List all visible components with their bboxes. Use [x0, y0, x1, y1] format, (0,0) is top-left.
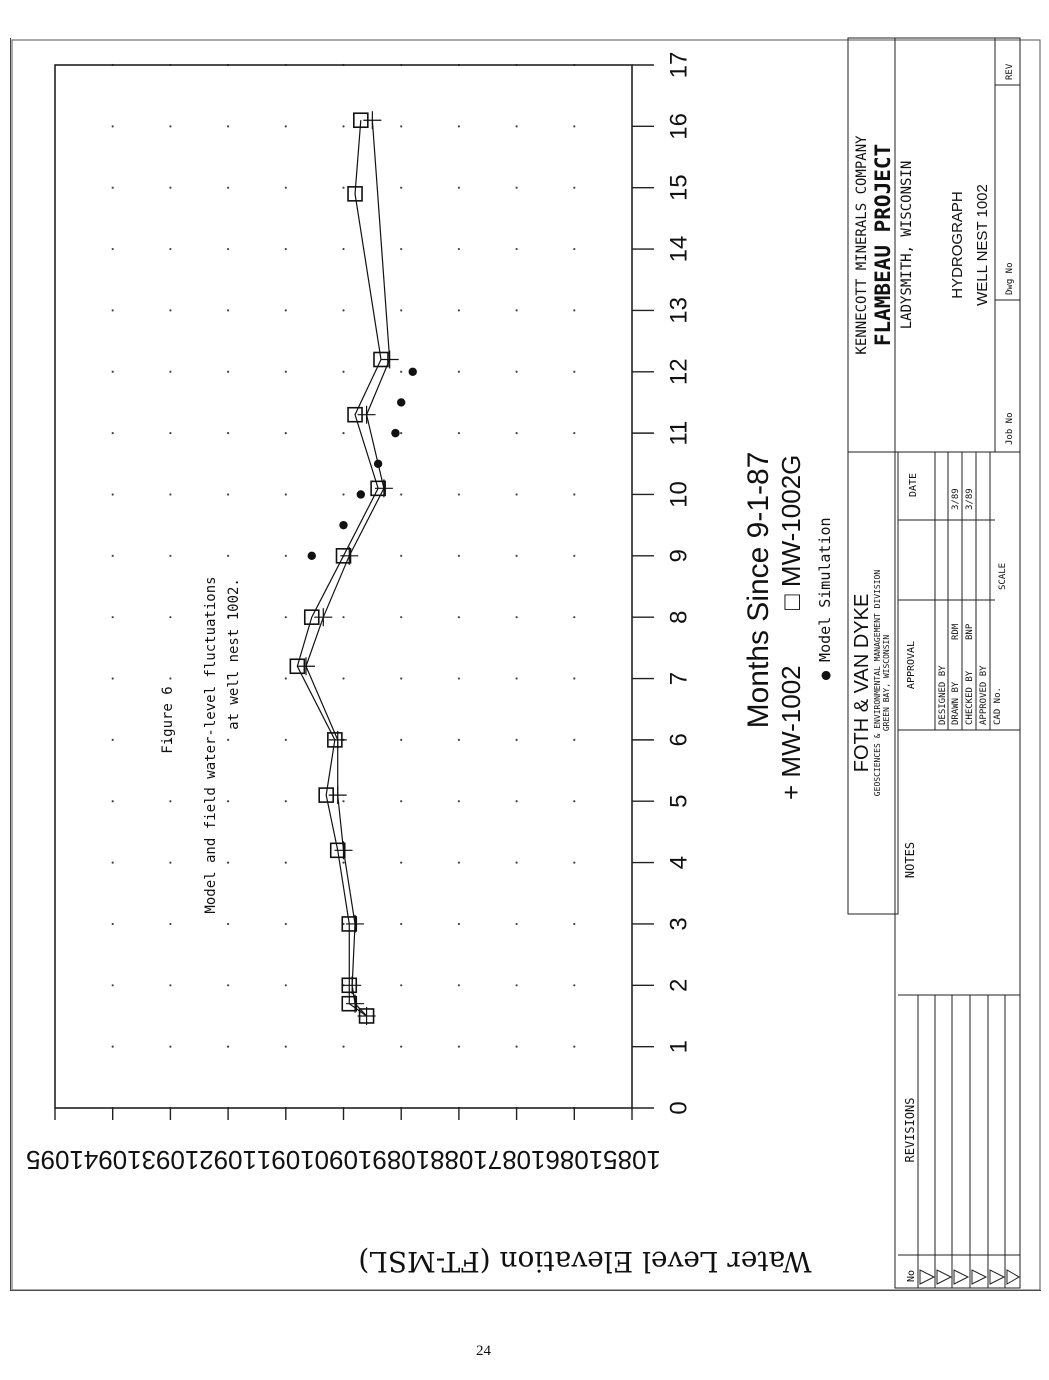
grid-dot	[400, 309, 402, 311]
grid-dot	[112, 861, 114, 863]
no-label: No	[906, 1269, 917, 1283]
grid-dot	[400, 1046, 402, 1048]
y-tick-label: 1089	[372, 1145, 431, 1176]
grid-dot	[342, 432, 344, 434]
data-point-mw-1002g	[348, 408, 362, 422]
grid-dot	[573, 371, 575, 373]
grid-dot	[285, 861, 287, 863]
grid-dot	[227, 371, 229, 373]
data-point-mw-1002g	[342, 917, 356, 931]
plot-area-frame	[55, 65, 632, 1108]
grid-dot	[227, 861, 229, 863]
grid-dot	[169, 248, 171, 250]
figure-caption-line2: at well nest 1002.	[226, 578, 242, 730]
grid-dot	[112, 248, 114, 250]
grid-dot	[458, 432, 460, 434]
y-tick-label: 1086	[545, 1145, 604, 1176]
grid-dot	[400, 555, 402, 557]
x-tick-label: 11	[665, 420, 693, 446]
rev-triangle-4	[972, 1270, 986, 1284]
grid-dot	[400, 677, 402, 679]
drawing-title-1: HYDROGRAPH	[949, 191, 966, 299]
x-tick-label: 13	[665, 297, 693, 324]
grid-dot	[169, 432, 171, 434]
y-tick-label: 1093	[141, 1145, 200, 1176]
grid-dot	[400, 739, 402, 741]
grid-dot	[458, 1046, 460, 1048]
data-point-model-simulation	[357, 490, 365, 498]
grid-dot	[516, 616, 518, 618]
x-tick-label: 5	[665, 794, 693, 808]
figure-title: Figure 6	[160, 686, 176, 754]
grid-dot	[342, 187, 344, 189]
grid-dot	[573, 1046, 575, 1048]
grid-dot	[573, 125, 575, 127]
rev-triangle-6	[1007, 1270, 1019, 1284]
x-tick-label: 7	[665, 671, 693, 686]
grid-dot	[227, 923, 229, 925]
grid-dot	[458, 677, 460, 679]
grid-dot	[285, 125, 287, 127]
data-point-mw-1002g	[337, 549, 351, 563]
approved-by-label: APPROVED BY	[979, 665, 989, 725]
grid-dot	[573, 309, 575, 311]
grid-dot	[400, 432, 402, 434]
figure-caption-line1: Model and field water-level fluctuations	[203, 576, 219, 914]
grid-dot	[285, 493, 287, 495]
drawn-by-value: RDM	[951, 623, 961, 640]
y-tick-label: 1092	[199, 1145, 258, 1176]
checked-by-value: BNP	[965, 623, 975, 640]
grid-dot	[169, 125, 171, 127]
data-point-model-simulation	[409, 368, 417, 376]
y-tick-label: 1091	[256, 1145, 315, 1176]
series-line-mw-1002g	[297, 120, 381, 1016]
grid-dot	[516, 861, 518, 863]
data-point-model-simulation	[374, 460, 382, 468]
grid-dot	[458, 984, 460, 986]
x-tick-label: 17	[665, 51, 693, 79]
date-label: DATE	[908, 472, 919, 498]
grid-dot	[285, 248, 287, 250]
grid-dot	[112, 371, 114, 373]
x-axis-title: Months Since 9-1-87	[742, 451, 775, 729]
x-tick-label: 16	[665, 113, 693, 140]
grid-dot	[227, 125, 229, 127]
series-line-mw-1002	[306, 120, 390, 1016]
grid-dot	[516, 555, 518, 557]
legend-item-mw1002g: □ MW-1002G	[776, 454, 806, 610]
grid-dot	[573, 616, 575, 618]
designed-by-label: DESIGNED BY	[938, 665, 948, 725]
checked-by-label: CHECKED BY	[965, 670, 975, 725]
data-point-mw-1002g	[319, 788, 333, 802]
grid-dot	[169, 187, 171, 189]
grid-dot	[169, 309, 171, 311]
grid-dot	[458, 187, 460, 189]
grid-dot	[112, 616, 114, 618]
grid-dot	[227, 739, 229, 741]
grid-dot	[458, 309, 460, 311]
grid-dot	[342, 616, 344, 618]
x-tick-label: 12	[665, 358, 693, 386]
grid-dot	[458, 555, 460, 557]
grid-dot	[400, 984, 402, 986]
grid-dot	[573, 432, 575, 434]
grid-dot	[169, 677, 171, 679]
x-tick-label: 3	[665, 917, 693, 931]
grid-dot	[573, 493, 575, 495]
grid-dot	[227, 309, 229, 311]
grid-dot	[573, 187, 575, 189]
firm-subtitle-2: GREEN BAY, WISCONSIN	[882, 634, 891, 732]
series-layer	[290, 111, 417, 1025]
grid-dot	[112, 739, 114, 741]
data-point-model-simulation	[308, 552, 316, 560]
data-point-mw-1002g	[342, 997, 356, 1011]
grid-dots	[112, 64, 576, 1109]
grid-dot	[516, 984, 518, 986]
grid-dot	[400, 493, 402, 495]
grid-dot	[516, 677, 518, 679]
grid-dot	[227, 493, 229, 495]
grid-dot	[112, 677, 114, 679]
legend-item-model-simulation: ● Model Simulation	[816, 517, 834, 680]
grid-dot	[400, 125, 402, 127]
grid-dot	[169, 861, 171, 863]
data-point-mw-1002g	[331, 843, 345, 857]
x-axis-ticks	[632, 52, 692, 1115]
grid-dot	[342, 677, 344, 679]
grid-dot	[112, 1046, 114, 1048]
grid-dot	[458, 800, 460, 802]
grid-dot	[285, 1046, 287, 1048]
x-tick-label: 4	[665, 855, 693, 870]
grid-dot	[400, 187, 402, 189]
grid-dot	[169, 984, 171, 986]
y-tick-label: 1094	[83, 1145, 142, 1176]
approval-label: APPROVAL	[906, 640, 917, 690]
project-name: FLAMBEAU PROJECT	[871, 143, 895, 347]
grid-dot	[112, 493, 114, 495]
grid-dot	[112, 984, 114, 986]
grid-dot	[342, 248, 344, 250]
grid-dot	[573, 677, 575, 679]
grid-dot	[112, 923, 114, 925]
drawn-date: 3/89	[951, 488, 961, 510]
data-point-model-simulation	[391, 429, 399, 437]
data-point-mw-1002g	[328, 733, 342, 747]
grid-dot	[400, 800, 402, 802]
grid-dot	[285, 616, 287, 618]
grid-dot	[169, 923, 171, 925]
grid-dot	[573, 984, 575, 986]
grid-dot	[227, 187, 229, 189]
x-tick-label: 9	[665, 549, 693, 563]
grid-dot	[169, 371, 171, 373]
project-location: LADYSMITH, WISCONSIN	[899, 160, 915, 330]
grid-dot	[516, 187, 518, 189]
grid-dot	[227, 984, 229, 986]
legend-item-mw1002: + MW-1002	[776, 665, 806, 800]
rev-triangle-3	[954, 1270, 968, 1284]
grid-dot	[458, 371, 460, 373]
grid-dot	[285, 739, 287, 741]
grid-dot	[458, 861, 460, 863]
grid-dot	[400, 923, 402, 925]
y-tick-label: 1088	[429, 1145, 488, 1176]
page-number: 24	[476, 1343, 491, 1359]
x-tick-label: 2	[665, 978, 693, 992]
grid-dot	[169, 493, 171, 495]
rev-triangle-5	[990, 1270, 1004, 1284]
grid-dot	[169, 555, 171, 557]
grid-dot	[227, 248, 229, 250]
grid-dot	[516, 923, 518, 925]
data-point-mw-1002g	[360, 1009, 374, 1023]
grid-dot	[573, 861, 575, 863]
grid-dot	[573, 923, 575, 925]
grid-dot	[400, 248, 402, 250]
grid-dot	[342, 371, 344, 373]
grid-dot	[285, 432, 287, 434]
grid-dot	[112, 125, 114, 127]
revisions-label: REVISIONS	[903, 1097, 917, 1163]
grid-dot	[169, 800, 171, 802]
grid-dot	[516, 125, 518, 127]
data-point-model-simulation	[339, 521, 347, 529]
grid-dot	[342, 125, 344, 127]
firm-name: FOTH & VAN DYKE	[851, 593, 873, 773]
grid-dot	[227, 1046, 229, 1048]
grid-dot	[169, 1046, 171, 1048]
grid-dot	[112, 800, 114, 802]
grid-dot	[516, 739, 518, 741]
grid-dot	[458, 125, 460, 127]
drawn-by-label: DRAWN BY	[951, 681, 961, 725]
grid-dot	[112, 432, 114, 434]
data-point-mw-1002g	[305, 610, 319, 624]
x-tick-label: 6	[665, 733, 693, 747]
grid-dot	[573, 739, 575, 741]
data-point-mw-1002g	[290, 659, 304, 673]
grid-dot	[516, 432, 518, 434]
x-tick-label: 15	[665, 174, 693, 202]
grid-dot	[458, 493, 460, 495]
grid-dot	[285, 800, 287, 802]
x-tick-label: 0	[665, 1101, 693, 1115]
grid-dot	[112, 555, 114, 557]
grid-dot	[342, 861, 344, 863]
y-tick-label: 1085	[603, 1145, 661, 1176]
grid-dot	[112, 187, 114, 189]
grid-dot	[516, 248, 518, 250]
grid-dot	[285, 555, 287, 557]
y-axis-ticks	[26, 1108, 661, 1175]
grid-dot	[169, 616, 171, 618]
grid-dot	[342, 309, 344, 311]
x-tick-label: 14	[665, 235, 693, 263]
grid-dot	[342, 800, 344, 802]
grid-dot	[458, 739, 460, 741]
grid-dot	[573, 555, 575, 557]
dwg-no-label: Dwg No	[1005, 262, 1015, 295]
grid-dot	[285, 923, 287, 925]
notes-label: NOTES	[903, 841, 917, 879]
y-tick-label: 1090	[314, 1145, 373, 1176]
grid-dot	[400, 861, 402, 863]
data-point-mw-1002g	[354, 113, 368, 127]
grid-dot	[573, 248, 575, 250]
grid-dot	[285, 677, 287, 679]
grid-dot	[516, 800, 518, 802]
grid-dot	[285, 984, 287, 986]
grid-dot	[112, 309, 114, 311]
y-tick-label: 1087	[487, 1145, 546, 1176]
x-tick-label: 8	[665, 610, 693, 624]
data-point-mw-1002g	[342, 978, 356, 992]
x-tick-label: 10	[665, 481, 693, 508]
scale-label: SCALE	[998, 562, 1008, 590]
rev-triangle-2	[937, 1270, 951, 1284]
grid-dot	[227, 800, 229, 802]
grid-dot	[573, 800, 575, 802]
data-point-mw-1002g	[371, 481, 385, 495]
grid-dot	[458, 616, 460, 618]
grid-dot	[516, 371, 518, 373]
grid-dot	[227, 432, 229, 434]
data-point-mw-1002g	[374, 352, 388, 366]
y-tick-label: 1095	[26, 1145, 84, 1176]
y-axis-title: Water Level Elevation (FT-MSL)	[358, 1245, 812, 1278]
grid-dot	[516, 309, 518, 311]
rev-label: REV	[1005, 63, 1015, 80]
checked-date: 3/89	[965, 488, 975, 510]
company-name: KENNECOTT MINERALS COMPANY	[854, 135, 870, 355]
rev-triangle-1	[920, 1270, 934, 1284]
grid-dot	[285, 371, 287, 373]
grid-dot	[516, 493, 518, 495]
data-point-mw-1002g	[348, 187, 362, 201]
grid-dot	[458, 923, 460, 925]
grid-dot	[285, 187, 287, 189]
grid-dot	[342, 1046, 344, 1048]
grid-dot	[458, 248, 460, 250]
data-point-model-simulation	[397, 398, 405, 406]
drawing-title-2: WELL NEST 1002	[974, 184, 991, 306]
cad-no-label: CAD No.	[993, 687, 1003, 725]
grid-dot	[227, 555, 229, 557]
grid-dot	[285, 309, 287, 311]
grid-dot	[516, 1046, 518, 1048]
grid-dot	[400, 371, 402, 373]
job-no-label: Job No	[1005, 412, 1015, 445]
grid-dot	[342, 493, 344, 495]
chart	[26, 52, 834, 1278]
firm-subtitle-1: GEOSCIENCES & ENVIRONMENTAL MANAGEMENT DIVISION	[873, 569, 882, 797]
x-tick-label: 1	[665, 1039, 693, 1054]
grid-dot	[400, 616, 402, 618]
